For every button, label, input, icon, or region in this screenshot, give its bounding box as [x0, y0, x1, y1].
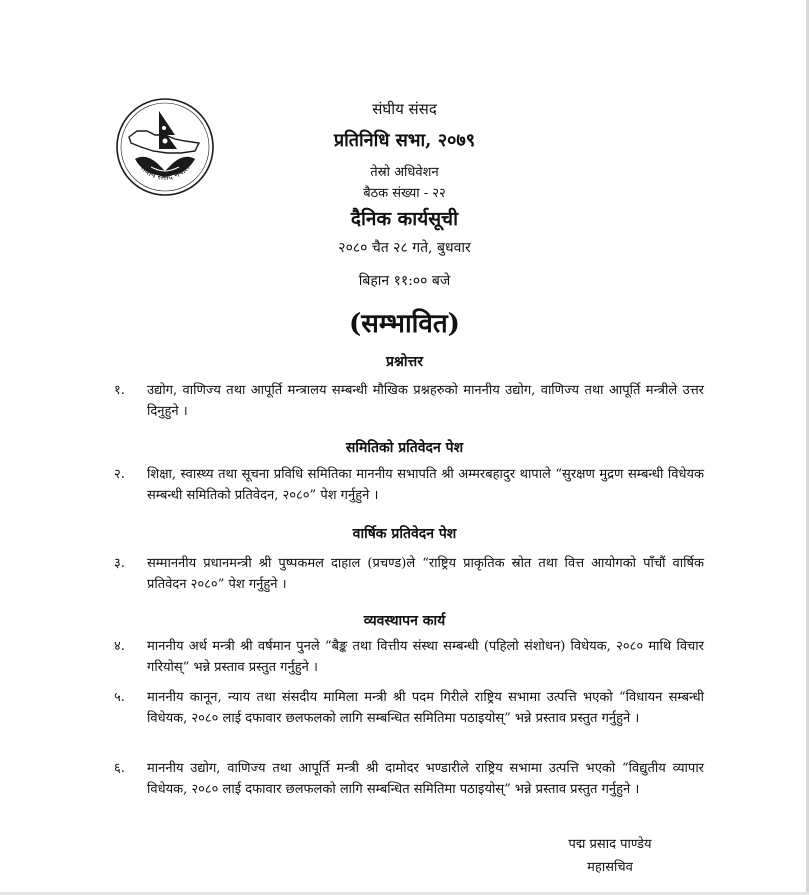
agenda-item-text: माननीय अर्थ मन्त्री श्री वर्षमान पुनले “बैङ्क तथा वित्तीय संस्था सम्बन्धी (पहिलो संशोधन) विधेयक, २०८० माथि विचार गरियोस्” भन्ने प्रस्ताव प्रस्तुत गर्नुहुने । [147, 639, 704, 675]
emblem-caption: संघीय संसद नेपाल [137, 163, 193, 183]
org-title: संघीय संसद [372, 100, 437, 118]
agenda-item-number: ३. [114, 556, 125, 571]
agenda-item-text: माननीय कानून, न्याय तथा संसदीय मामिला मन्त्री श्री पदम गिरीले राष्ट्रिय सभामा उत्पत्ति भएको “विधायन सम्बन्धी विधेयक, २०८० लाई दफावार छलफलको लागि सम्बन्धित समितिमा पठाइयोस्” भन्ने प्रस्ताव प्रस्तुत गर्नुहुने । [147, 690, 704, 726]
agenda-item-number: ५. [114, 690, 125, 705]
section-heading-question-answer: प्रश्नोत्तर [386, 354, 423, 370]
section-heading-legislative-business: व्यवस्थापन कार्य [363, 613, 446, 629]
agenda-item [114, 687, 704, 729]
agenda-item-number: ६. [114, 761, 125, 776]
agenda-item [114, 636, 704, 678]
session-label: तेस्रो अधिवेशन [370, 165, 439, 180]
agenda-item [114, 464, 704, 506]
signatory-designation: महासचिव [587, 860, 633, 875]
agenda-item-text: शिक्षा, स्वास्थ्य तथा सूचना प्रविधि समितिका माननीय सभापति श्री अम्मरबहादुर थापाले “सुरक्षण मुद्रण सम्बन्धी विधेयक सम्बन्धी समितिको प्रतिवेदन, २०८०” पेश गर्नुहुने । [147, 467, 704, 503]
meeting-number: बैठक संख्या - २२ [363, 186, 446, 201]
agenda-item [114, 758, 704, 800]
agenda-item [114, 553, 704, 595]
signatory-name: पद्म प्रसाद पाण्डेय [568, 837, 652, 852]
agenda-item-number: १. [114, 383, 125, 398]
agenda-time: बिहान ११:०० बजे [358, 273, 451, 289]
agenda-item [114, 380, 704, 422]
agenda-item-number: ४. [114, 639, 125, 654]
agenda-item-number: २. [114, 467, 125, 482]
agenda-item-text: सम्माननीय प्रधानमन्त्री श्री पुष्पकमल दाहाल (प्रचण्ड)ले “राष्ट्रिय प्राकृतिक स्रोत तथा वित्त आयोगको पाँचौं वार्षिक प्रतिवेदन २०८०” पेश गर्नुहुने । [147, 556, 704, 592]
section-heading-annual-report: वार्षिक प्रतिवेदन पेश [352, 526, 457, 542]
agenda-item-text: माननीय उद्योग, वाणिज्य तथा आपूर्ति मन्त्री श्री दामोदर भण्डारीले राष्ट्रिय सभामा उत्पत्ति भएको “विद्युतीय व्यापार विधेयक, २०८० लाई दफावार छलफलको लागि सम्बन्धित समितिमा पठाइयोस्” भन्ने प्रस्ताव प्रस्तुत गर्नुहुने । [147, 761, 704, 797]
agenda-item-text: उद्योग, वाणिज्य तथा आपूर्ति मन्त्रालय सम्बन्धी मौखिक प्रश्नहरुको माननीय उद्योग, वाणिज्य तथा आपूर्ति मन्त्रीले उत्तर दिनुहुने । [147, 383, 704, 419]
house-title: प्रतिनिधि सभा, २०७९ [333, 130, 476, 151]
section-heading-committee-report: समितिको प्रतिवेदन पेश [345, 440, 464, 456]
page-title: दैनिक कार्यसूची [350, 208, 459, 230]
agenda-status: (सम्भावित) [348, 309, 460, 339]
agenda-date: २०८० चैत २८ गते, बुधवार [338, 240, 471, 256]
